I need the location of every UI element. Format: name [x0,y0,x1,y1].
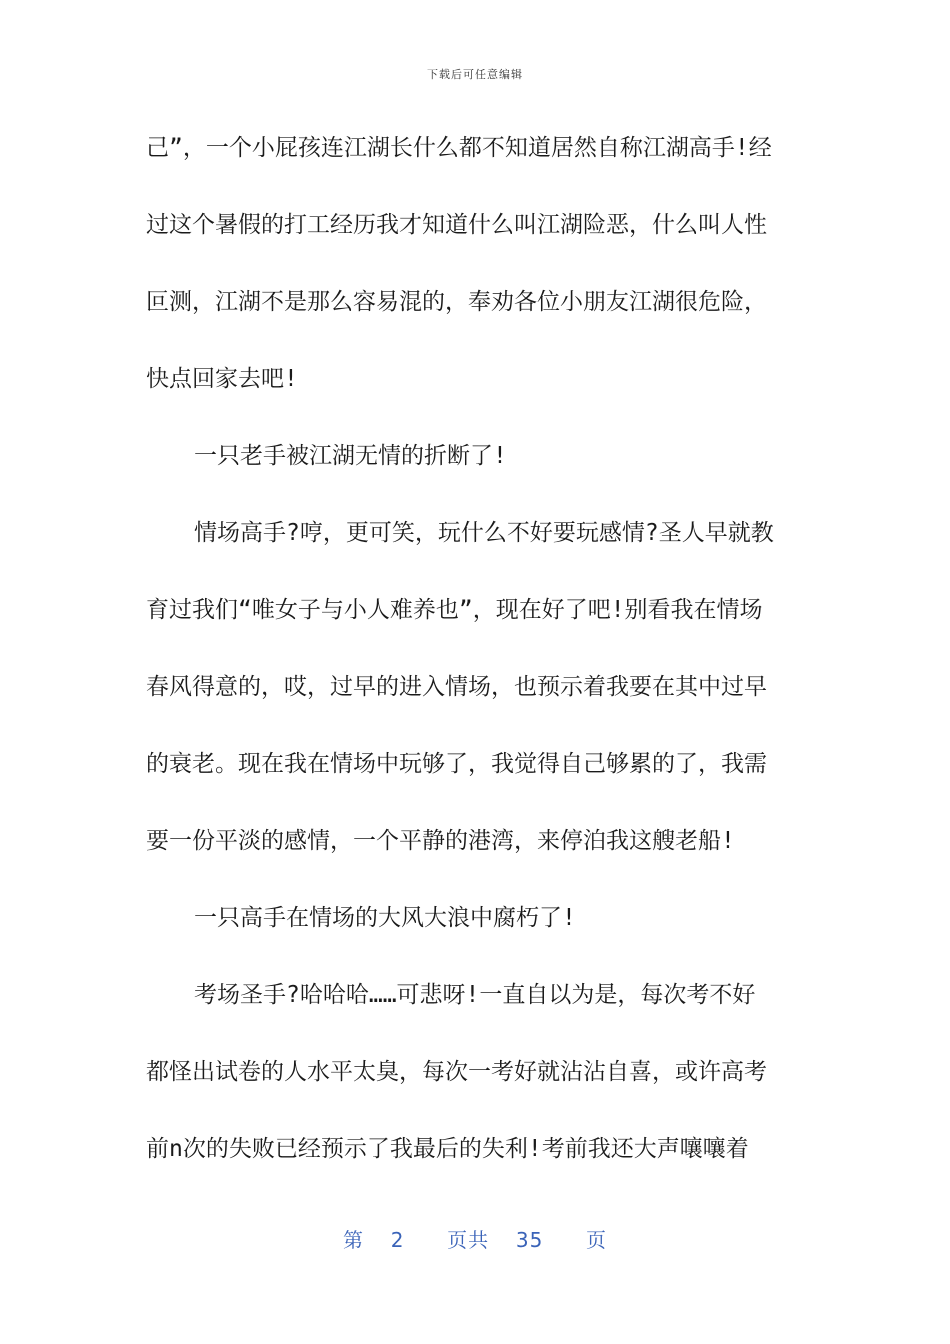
current-page-number: 2 [390,1228,405,1252]
text-line: 育过我们“唯女子与小人难养也”，现在好了吧!别看我在情场 [146,597,763,623]
text-line: 要一份平淡的感情，一个平静的港湾，来停泊我这艘老船! [146,828,735,854]
text-line: 春风得意的，哎，过早的进入情场，也预示着我要在其中过早 [146,674,767,700]
page-header: 下载后可任意编辑 [427,68,523,81]
text-line: 都怪出试卷的人水平太臭，每次一考好就沾沾自喜，或许高考 [146,1059,767,1085]
text-line: 叵测，江湖不是那么容易混的，奉劝各位小朋友江湖很危险， [146,289,767,315]
text-line: 己”，一个小屁孩连江湖长什么都不知道居然自称江湖高手!经 [146,135,772,161]
text-line: 过这个暑假的打工经历我才知道什么叫江湖险恶，什么叫人性 [146,212,767,238]
text-line: 前n次的失败已经预示了我最后的失利!考前我还大声嚷嚷着 [146,1136,749,1162]
text-line: 考场圣手?哈哈哈……可悲呀!一直自以为是，每次考不好 [194,982,756,1008]
footer-middle: 页共 [447,1228,490,1252]
text-line: 一只高手在情场的大风大浪中腐朽了! [194,905,576,931]
body-text [146,126,808,1204]
text-line: 情场高手?哼，更可笑，玩什么不好要玩感情?圣人早就教 [194,520,774,546]
total-page-count: 35 [515,1228,544,1252]
text-line: 快点回家去吧! [146,366,298,392]
text-line: 一只老手被江湖无情的折断了! [194,443,507,469]
text-line: 的衰老。现在我在情场中玩够了，我觉得自己够累的了，我需 [146,751,767,777]
footer-prefix: 第 [342,1228,364,1252]
page-footer [0,1224,950,1253]
footer-suffix: 页 [586,1228,608,1252]
